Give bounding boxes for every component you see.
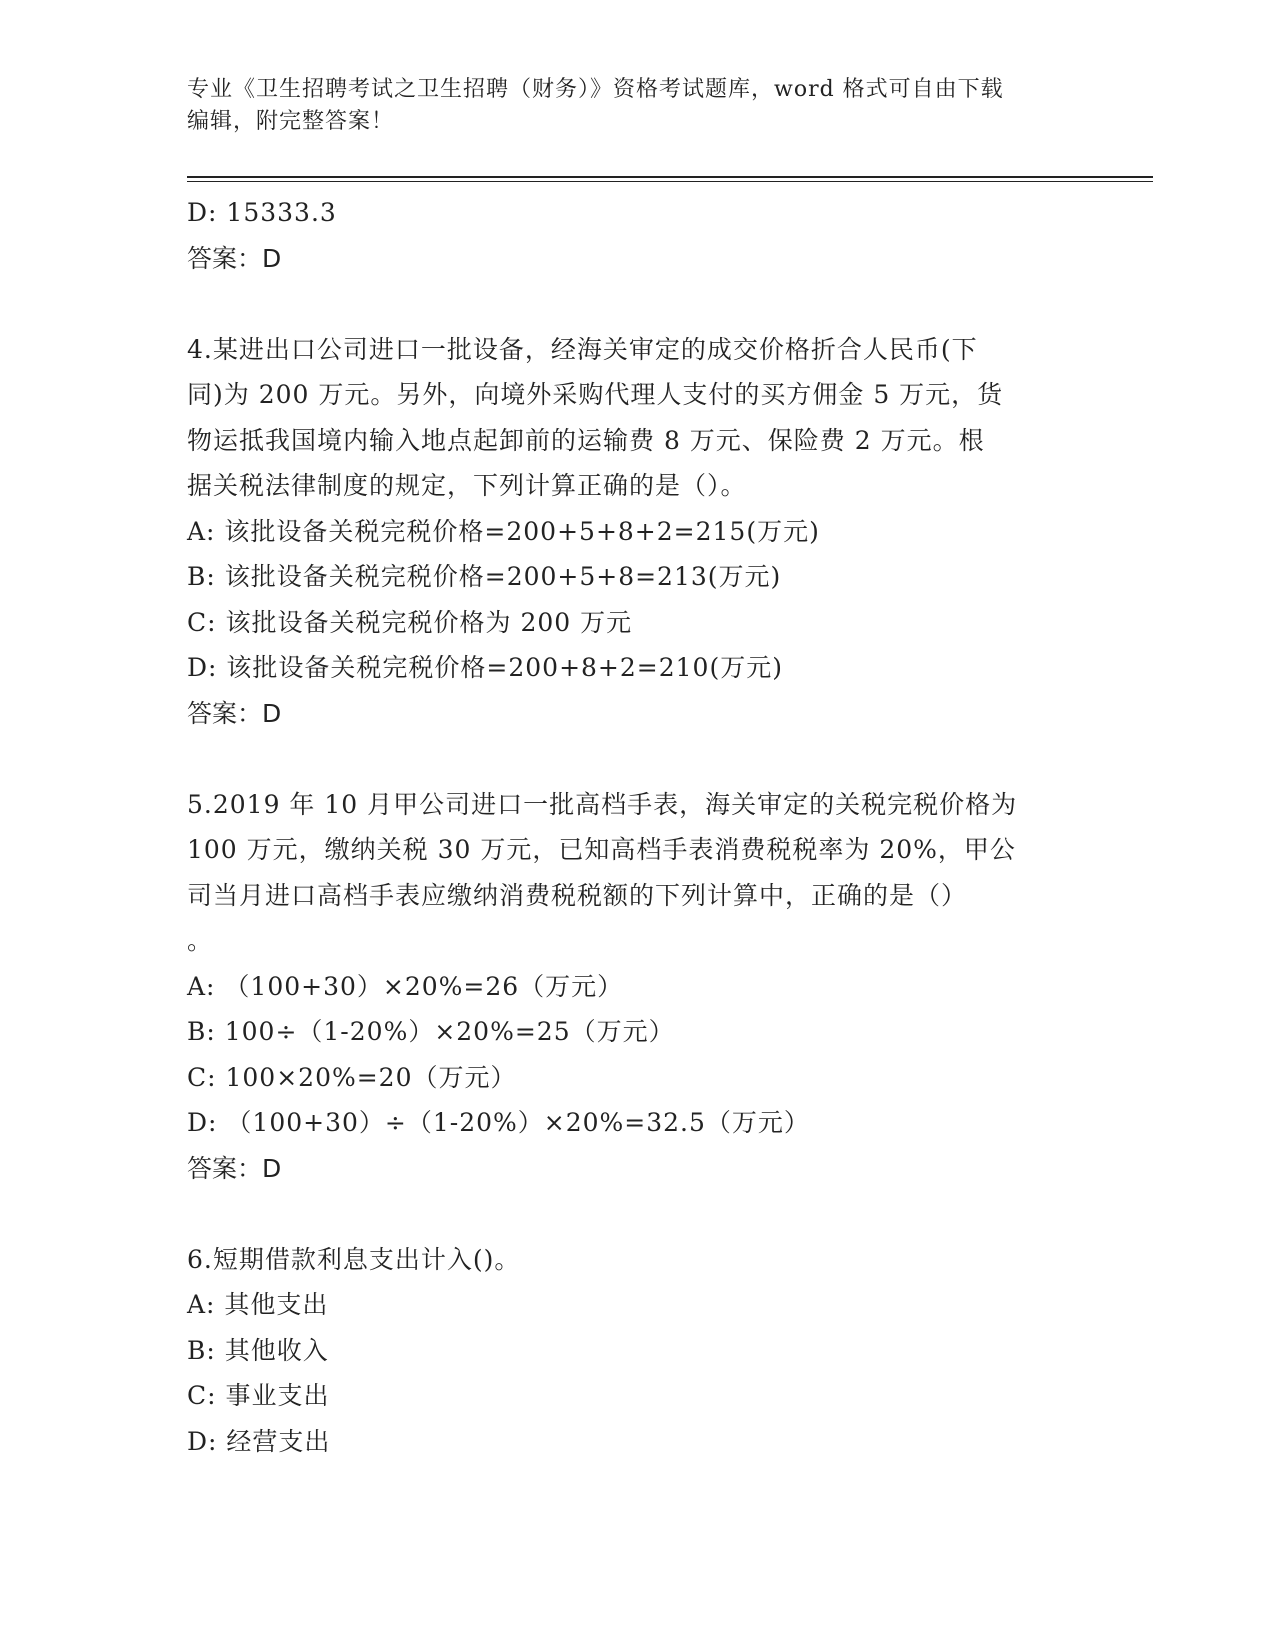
question-stem-line: 4.某进出口公司进口一批设备，经海关审定的成交价格折合人民币(下: [187, 334, 978, 364]
option-c: C: 该批设备关税完税价格为 200 万元: [187, 607, 633, 637]
option-d: D: 经营支出: [187, 1426, 331, 1456]
option-a: A: （100+30）×20%=26（万元）: [187, 971, 624, 1001]
document-header: [187, 74, 1067, 138]
header-rule-thin: [187, 181, 1153, 182]
question-stem-line: 5.2019 年 10 月甲公司进口一批高档手表，海关审定的关税完税价格为: [187, 789, 1018, 819]
question-content: [187, 190, 1087, 1464]
question-3-tail: [187, 190, 1087, 281]
spacer: [187, 281, 1087, 327]
option-b: B: 该批设备关税完税价格=200+5+8=213(万元): [187, 562, 782, 591]
option-d: D: （100+30）÷（1-20%）×20%=32.5（万元）: [187, 1108, 810, 1137]
option-a: A: 该批设备关税完税价格=200+5+8+2=215(万元): [187, 516, 820, 546]
option-c: C: 100×20%=20（万元）: [187, 1062, 517, 1092]
question-5: [187, 782, 1087, 1192]
header-line-1: 专业《卫生招聘考试之卫生招聘（财务）》资格考试题库，word 格式可自由下载: [187, 77, 1004, 102]
question-stem-line: 司当月进口高档手表应缴纳消费税税额的下列计算中，正确的是（）: [187, 880, 968, 910]
question-stem-line: 100 万元，缴纳关税 30 万元，已知高档手表消费税税率为 20%，甲公: [187, 835, 1016, 864]
spacer: [187, 736, 1087, 782]
answer-label: 答案：D: [187, 698, 282, 728]
answer-label: 答案：D: [187, 1153, 282, 1183]
question-stem-line: 同)为 200 万元。另外，向境外采购代理人支付的买方佣金 5 万元，货: [187, 380, 1004, 409]
question-4: [187, 327, 1087, 737]
option-c: C: 事业支出: [187, 1381, 330, 1410]
question-stem-line: 6.短期借款利息支出计入()。: [187, 1244, 521, 1274]
option-a: A: 其他支出: [187, 1290, 329, 1319]
option-b: B: 100÷（1-20%）×20%=25（万元）: [187, 1017, 675, 1046]
question-stem-line: 物运抵我国境内输入地点起卸前的运输费 8 万元、保险费 2 万元。根: [187, 425, 985, 455]
option-d: D: 该批设备关税完税价格=200+8+2=210(万元): [187, 653, 783, 682]
header-rule-thick: [187, 176, 1153, 178]
answer-label: 答案：D: [187, 243, 282, 273]
spacer: [187, 1191, 1087, 1237]
option-b: B: 其他收入: [187, 1335, 329, 1365]
question-6: [187, 1237, 1087, 1465]
question-stem-line: 。: [187, 926, 214, 955]
question-stem-line: 据关税法律制度的规定，下列计算正确的是（）。: [187, 471, 747, 500]
header-line-2: 编辑，附完整答案！: [187, 109, 395, 134]
option-d: D: 15333.3: [187, 198, 337, 227]
